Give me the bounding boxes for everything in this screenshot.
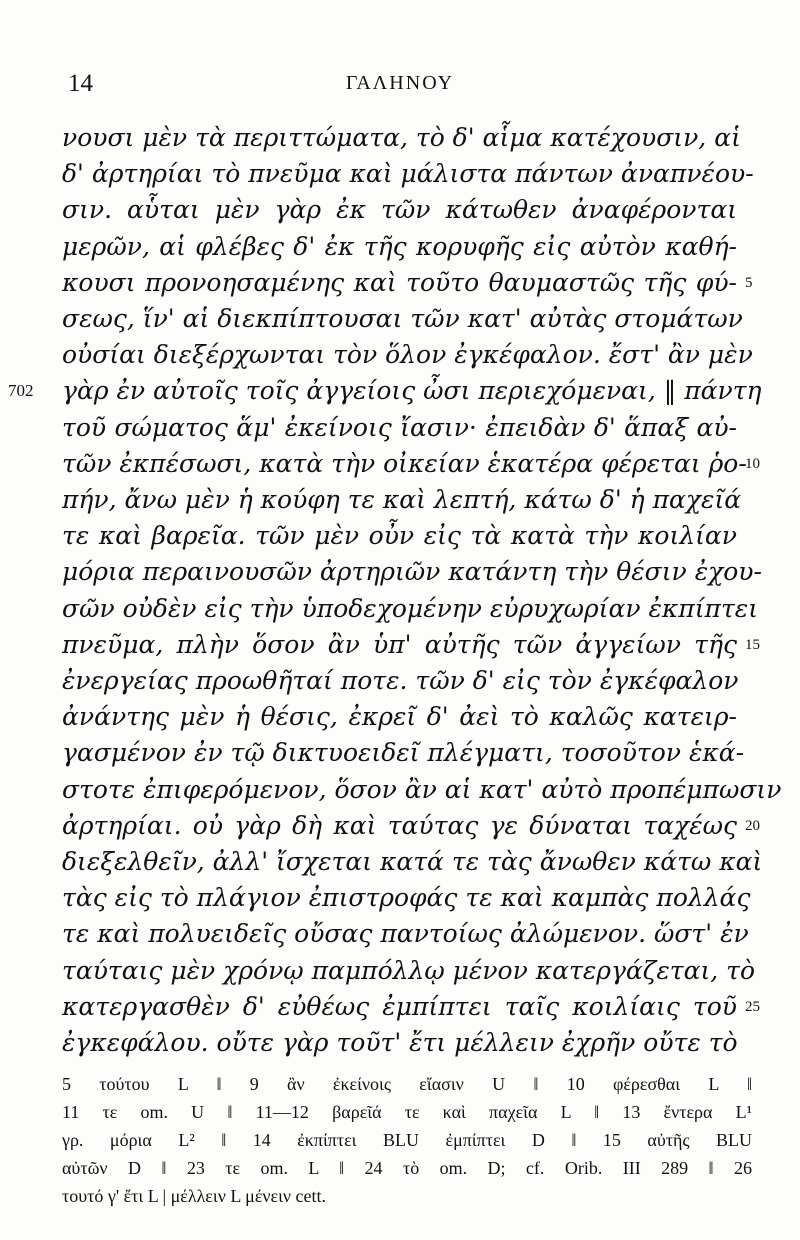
line-number: 5 — [745, 274, 753, 291]
line-number: 20 — [745, 817, 760, 834]
text-line: νουσι μὲν τὰ περιττώματα, τὸ δ' αἷμα κατέχουσιν, αἱ — [62, 123, 741, 152]
page-reference: 702 — [8, 381, 34, 401]
text-line: κουσι προνοησαμένης καὶ τοῦτο θαυμαστῶς τῆς φύ- — [62, 267, 737, 297]
text-line: πήν, ἄνω μὲν ἡ κούφη τε καὶ λεπτή, κάτω δ' ἡ παχεῖά — [62, 485, 742, 514]
text-line: στοτε ἐπιφερόμενον, ὅσον ἂν αἱ κατ' αὐτὸ προπέμπωσιν — [62, 774, 782, 804]
text-line: μόρια περαινουσῶν ἀρτηριῶν κατάντη τὴν θέσιν ἐχου- — [62, 557, 762, 587]
line-number: 25 — [745, 998, 760, 1015]
text-line: διεξελθεῖν, ἀλλ' ἴσχεται κατά τε τὰς ἄνωθεν κάτω καὶ — [62, 847, 763, 876]
text-line: τε καὶ πολυειδεῖς οὔσας παντοίως ἀλώμενον. ὥστ' ἐν — [62, 919, 749, 949]
text-line: τε καὶ βαρεῖα. τῶν μὲν οὖν εἰς τὰ κατὰ τὴν κοιλίαν — [62, 521, 737, 551]
line-number: 15 — [745, 636, 760, 653]
text-line: σιν. αὗται μὲν γὰρ ἐκ τῶν κάτωθεν ἀναφέρονται — [62, 195, 737, 225]
text-line: ἐνεργείας προωθῆταί ποτε. τῶν δ' εἰς τὸν ἐγκέφαλον — [62, 666, 739, 695]
text-line: μερῶν, αἱ φλέβες δ' ἐκ τῆς κορυφῆς εἰς αὐτὸν καθή- — [62, 231, 737, 261]
text-line: δ' ἀρτηρίαι τὸ πνεῦμα καὶ μάλιστα πάντων ἀναπνέου- — [62, 159, 754, 189]
text-line: σεως, ἵν' αἱ διεκπίπτουσαι τῶν κατ' αὐτὰς στομάτων — [62, 304, 743, 333]
apparatus-line: γρ. μόρια L² ‖ 14 ἐκπίπτει BLU ἐμπίπτει D ‖ 15 αὐτῆς BLU — [62, 1130, 752, 1150]
text-line: ταύταις μὲν χρόνῳ παμπόλλῳ μένον κατεργάζεται, τὸ — [62, 955, 756, 985]
text-line: σῶν οὐδὲν εἰς τὴν ὑποδεχομένην εὐρυχωρίαν ἐκπίπτει — [62, 593, 758, 623]
text-line: τοῦ σώματος ἅμ' ἐκείνοις ἴασιν· ἐπειδὰν δ' ἅπαξ αὐ- — [62, 412, 737, 442]
apparatus-line: 11 τε om. U ‖ 11—12 βαρεῖά τε καὶ παχεῖα L ‖ 13 ἔντερα L¹ — [62, 1102, 752, 1122]
line-number: 10 — [745, 455, 760, 472]
text-line: γασμένον ἐν τῷ δικτυοειδεῖ πλέγματι, τοσοῦτον ἑκά- — [62, 738, 745, 768]
text-line: ἐγκεφάλου. οὔτε γὰρ τοῦτ' ἔτι μέλλειν ἐχρῆν οὔτε τὸ — [62, 1028, 738, 1057]
text-line: πνεῦμα, πλὴν ὅσον ἂν ὑπ' αὐτῆς τῶν ἀγγείων τῆς — [62, 629, 737, 659]
apparatus-line: αὐτῶν D ‖ 23 τε om. L ‖ 24 τὸ om. D; cf. Orib. III 289 ‖ 26 — [62, 1158, 752, 1178]
text-line: ἀνάντης μὲν ἡ θέσις, ἐκρεῖ δ' ἀεὶ τὸ καλῶς κατειρ- — [62, 702, 737, 732]
apparatus-line: τουτό γ' ἔτι L | μέλλειν L μένειν cett. — [62, 1186, 327, 1206]
text-line: οὐσίαι διεξέρχωνται τὸν ὅλον ἐγκέφαλον. ἔστ' ἂν μὲν — [62, 340, 753, 370]
text-line: τὰς εἰς τὸ πλάγιον ἐπιστροφάς τε καὶ καμπὰς πολλάς — [62, 883, 751, 913]
text-line: γὰρ ἐν αὐτοῖς τοῖς ἀγγείοις ὦσι περιεχόμεναι, ‖ πάντη — [62, 376, 762, 406]
page-number: 14 — [68, 70, 93, 97]
text-line: τῶν ἐκπέσωσι, κατὰ τὴν οἰκείαν ἑκατέρα φέρεται ῥο- — [62, 448, 747, 478]
apparatus-line: 5 τούτου L ‖ 9 ἂν ἐκείνοις εἴασιν U ‖ 10 φέρεσθαι L ‖ — [62, 1074, 752, 1094]
text-line: κατεργασθὲν δ' εὐθέως ἐμπίπτει ταῖς κοιλίαις τοῦ — [62, 991, 737, 1021]
critical-apparatus — [62, 1070, 752, 1210]
running-title: ΓΑΛΗΝΟΥ — [345, 72, 455, 94]
text-line: ἀρτηρίαι. οὐ γὰρ δὴ καὶ ταύτας γε δύναται ταχέως — [62, 810, 737, 840]
